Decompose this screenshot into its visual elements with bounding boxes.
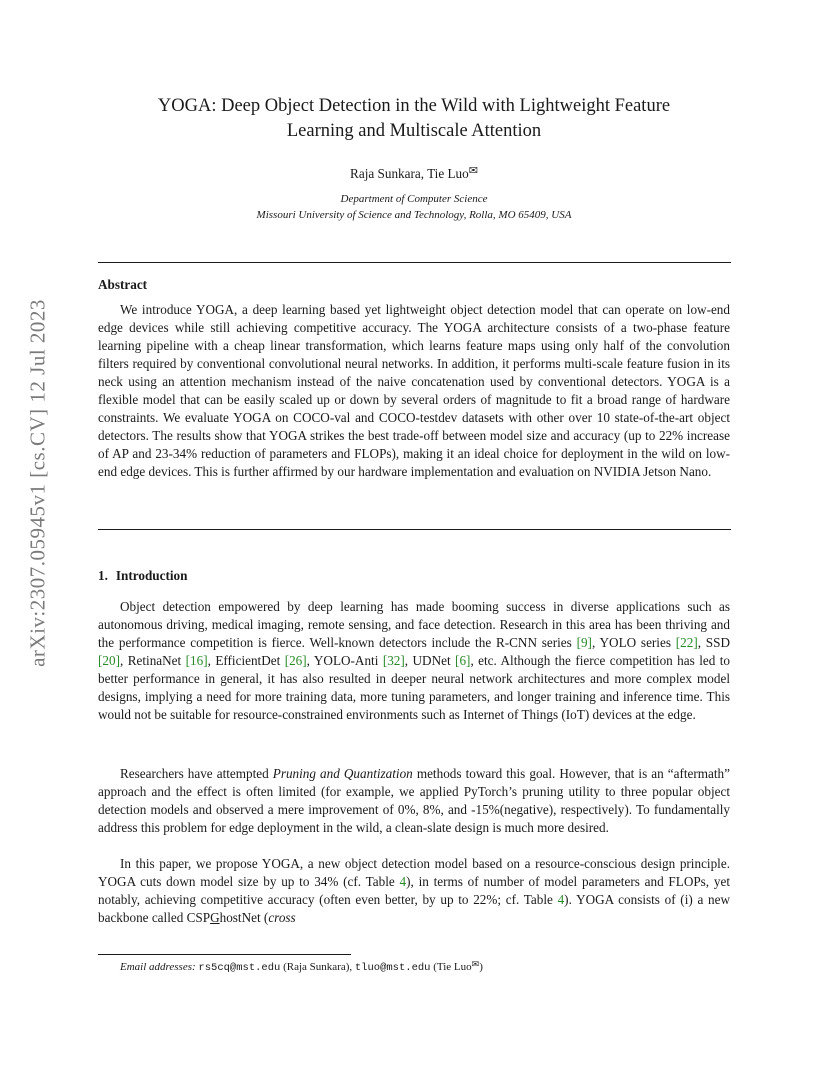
footnote-name: (Tie Luo	[433, 961, 472, 973]
p3-text: In this paper, we propose YOGA, a new object detection model based on a resource-conscious design principle. YOGA cuts down model size by up to 34% (cf. Table	[98, 856, 730, 889]
arxiv-identifier-text: arXiv:2307.05945v1 [cs.CV] 12 Jul 2023	[25, 299, 50, 667]
affiliation	[98, 191, 730, 223]
table-reference-link[interactable]: 4	[557, 892, 565, 907]
p1-text: Object detection empowered by deep learning has made booming success in diverse applications such as autonomous driving, medical imaging, remote sensing, and face detection. Research in this area has been thriving and the performance competition is fierce. Well-known detectors include the R-CNN series	[98, 599, 730, 650]
citation-link[interactable]: [9]	[576, 635, 592, 650]
citation-link[interactable]: [6]	[455, 653, 471, 668]
author-names: Raja Sunkara, Tie Luo	[350, 166, 469, 181]
email-link[interactable]: rs5cq@mst.edu	[198, 962, 281, 974]
abstract-top-rule	[98, 262, 731, 263]
intro-paragraph-1	[98, 598, 730, 724]
p3-text: hostNet (	[219, 910, 269, 925]
title-line-2: Learning and Multiscale Attention	[286, 121, 542, 141]
section-number: 1.	[98, 568, 108, 583]
footnote-close-paren: )	[479, 961, 483, 973]
p1-text: , YOLO series	[591, 635, 676, 650]
footnote-name: (Raja Sunkara),	[283, 961, 353, 973]
title-line-1: YOGA: Deep Object Detection in the Wild with Lightweight Feature	[157, 96, 671, 116]
citation-link[interactable]: [20]	[98, 653, 120, 668]
authors	[98, 164, 730, 182]
citation-link[interactable]: [26]	[284, 653, 307, 668]
abstract-heading: Abstract	[98, 277, 148, 292]
section-heading-introduction	[98, 568, 187, 584]
footnote-label: Email addresses:	[120, 961, 196, 973]
citation-link[interactable]: [22]	[675, 635, 698, 650]
email-link[interactable]: tluo@mst.edu	[354, 962, 431, 974]
footnote-emails	[98, 959, 730, 974]
table-reference-link[interactable]: 4	[399, 874, 407, 889]
p1-text: , RetinaNet	[119, 653, 186, 668]
p3-text: ), in terms of number of model parameters and FLOPs, yet notably, achieving competitive accuracy (often even better, by up to 22%; cf. Table	[98, 874, 730, 907]
intro-paragraph-3	[98, 855, 730, 927]
affiliation-department: Department of Computer Science	[340, 193, 488, 205]
paper-title	[98, 94, 730, 144]
intro-paragraph-2	[98, 765, 730, 837]
footnote-rule	[98, 954, 351, 955]
p1-text: , SSD	[697, 635, 730, 650]
p1-text: , YOLO-Anti	[306, 653, 383, 668]
p2-text: methods toward this goal. However, that is an “aftermath” approach and the effect is often limited (for example, we applied PyTorch’s pruning utility to three popular object detection models and observed a mere improvement of 0%, 8%, and -15%(negative), respectively). To fundamentally address this problem for edge deployment in the wild, a clean-slate design is much more desired.	[98, 766, 730, 835]
p3-emphasis: cross	[268, 910, 296, 925]
arxiv-identifier	[18, 293, 58, 673]
abstract-text: We introduce YOGA, a deep learning based yet lightweight object detection model that can operate on low-end edge devices while still achieving competitive accuracy. The YOGA architecture consists of a two-phase feature learning pipeline with a cheap linear transformation, which learns feature maps using only half of the convolution filters required by conventional convolutional neural networks. In addition, it performs multi-scale feature fusion in its neck using an attention mechanism instead of the naive concatenation used by conventional detectors. YOGA is a flexible model that can be easily scaled up or down by several orders of magnitude to fit a broad range of hardware constraints. We evaluate YOGA on COCO-val and COCO-testdev datasets with other over 10 state-of-the-art object detectors. The results show that YOGA strikes the best trade-off between model size and accuracy (up to 22% increase of AP and 23-34% reduction of parameters and FLOPs), making it an ideal choice for deployment in the wild on low-end edge devices. This is further affirmed by our hardware implementation and evaluation on NVIDIA Jetson Nano.	[98, 302, 730, 479]
p2-text: Researchers have attempted	[120, 766, 273, 781]
p1-text: , EfficientDet	[207, 653, 285, 668]
citation-link[interactable]: [32]	[382, 653, 405, 668]
p3-text: ). YOGA consists of (i) a new backbone called CSP	[98, 892, 730, 925]
mail-icon: ✉	[471, 959, 480, 969]
p3-underlined-letter: G	[210, 910, 220, 925]
section-title: Introduction	[115, 568, 188, 583]
citation-link[interactable]: [16]	[185, 653, 208, 668]
affiliation-university: Missouri University of Science and Technology, Rolla, MO 65409, USA	[256, 209, 572, 221]
corresponding-mail-icon: ✉	[468, 165, 478, 177]
p1-text: , UDNet	[404, 653, 456, 668]
abstract-bottom-rule	[98, 529, 731, 530]
p2-emphasis: Pruning and Quantization	[272, 766, 413, 781]
p1-text: , etc. Although the fierce competition has led to better performance in general, it has also resulted in deeper neural network architectures and more complex model designs, implying a need for more training data, more tuning parameters, and longer training and inference time. This would not be suitable for resource-constrained environments such as Internet of Things (IoT) devices at the edge.	[98, 653, 730, 722]
